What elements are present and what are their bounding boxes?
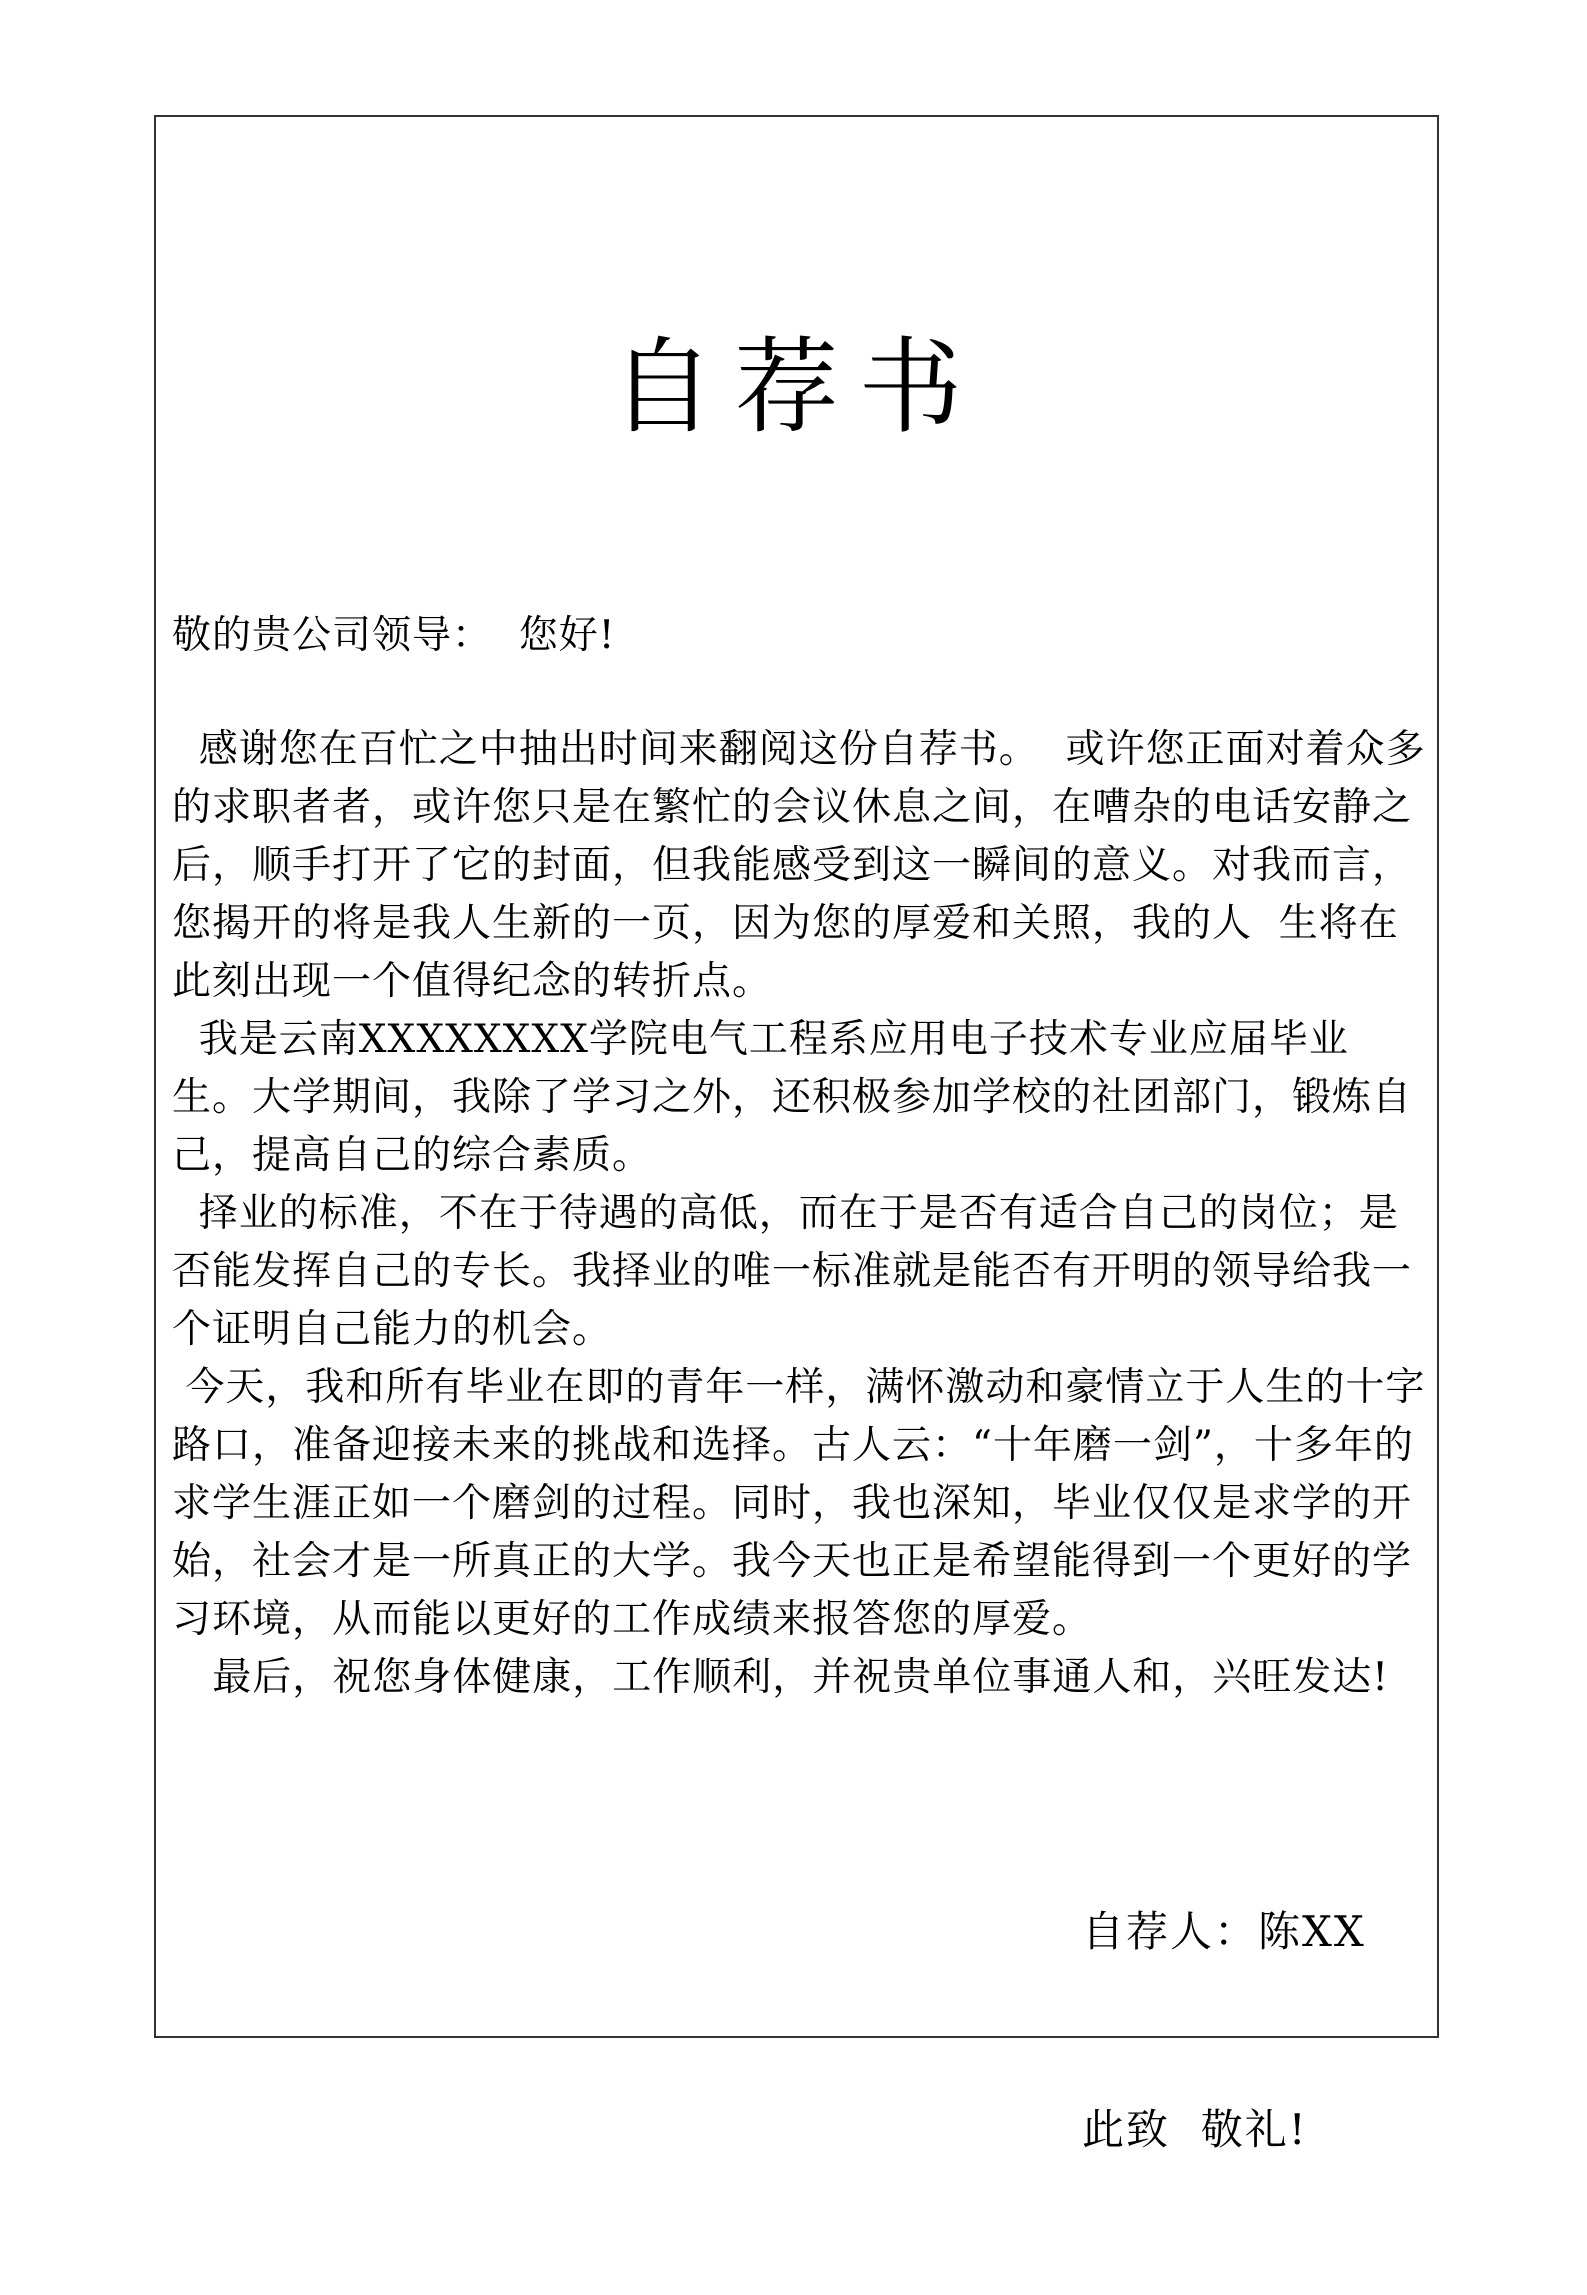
document-frame: [154, 115, 1439, 2154]
closing-block: [1082, 1767, 1366, 2295]
paragraph-introduction: 我是云南XXXXXXXX学院电气工程系应用电子技术专业应届毕业生。大学期间，我除了学习之外，还积极参加学校的社团部门，锻炼自己，提高自己的综合素质。: [172, 1017, 1413, 1178]
paragraph-well-wishes: 最后，祝您身体健康，工作顺利，并祝贵单位事通人和，兴旺发达!: [172, 1655, 1389, 1700]
document-title: 自荐书: [610, 326, 983, 448]
paragraph-aspiration: 今天，我和所有毕业在即的青年一样，满怀激动和豪情立于人生的十字路口，准备迎接未来的挑战和选择。古人云：“十年磨一剑”，十多年的求学生涯正如一个磨剑的过程。同时，我也深知，毕业仅仅是求学的开始，社会才是一所真正的大学。我今天也正是希望能得到一个更好的学习环境，从而能以更好的工作成绩来报答您的厚爱。: [172, 1365, 1426, 1642]
salutation: 敬的贵公司领导： 您好!: [172, 613, 616, 658]
paragraph-gratitude: 感谢您在百忙之中抽出时间来翻阅这份自荐书。 或许您正面对着众多的求职者者，或许您只是在繁忙的会议休息之间，在嘈杂的电话安静之后，顺手打开了它的封面，但我能感受到这一瞬间的意义。对我而言，您揭开的将是我人生新的一页，因为您的厚爱和关照，我的人 生将在此刻出现一个值得纪念的转折点。: [172, 727, 1426, 1004]
paragraph-career-criteria: 择业的标准，不在于待遇的高低，而在于是否有适合自己的岗位；是否能发挥自己的专长。我择业的唯一标准就是能否有开明的领导给我一个证明自己能力的机会。: [172, 1191, 1413, 1352]
signature-line: 自荐人：陈XX: [1082, 1907, 1366, 1956]
letter-body: [172, 721, 1427, 1707]
closing-line: 此致 敬礼!: [1082, 2105, 1308, 2154]
